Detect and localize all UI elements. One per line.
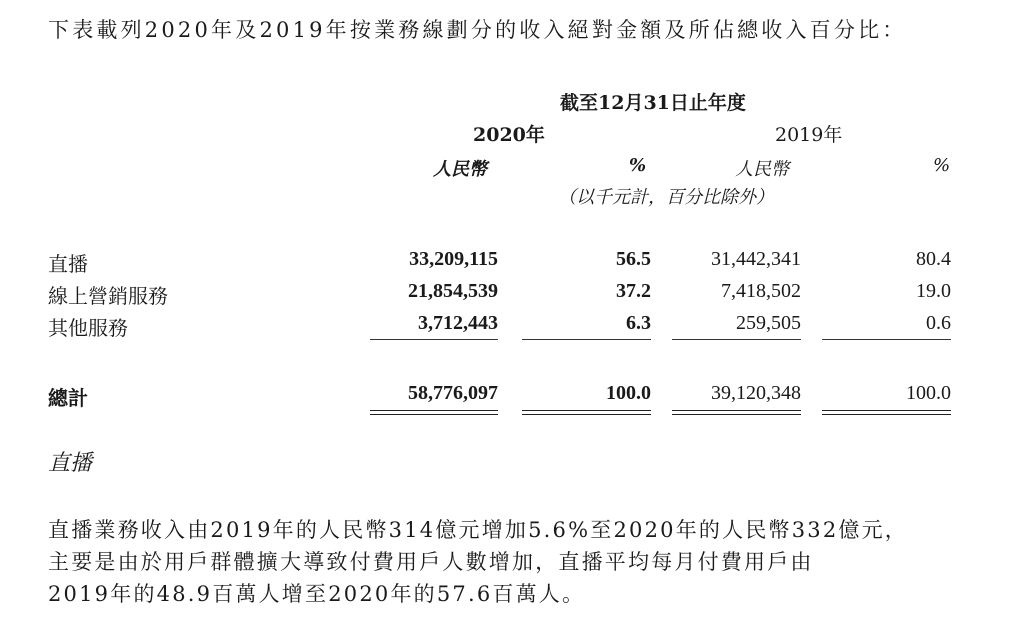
row-label: 其他服務 xyxy=(48,316,128,340)
row-value-2019: 31,442,341 xyxy=(711,248,801,270)
total-double-rule xyxy=(822,410,951,415)
paragraph-line: 主要是由於用戶群體擴大導致付費用戶人數增加，直播平均每月付費用戶由 xyxy=(48,550,814,574)
row-percent-2019: 19.0 xyxy=(916,280,951,302)
row-label: 直播 xyxy=(48,252,88,276)
row-value-2019: 259,505 xyxy=(736,312,801,334)
unit-note: （以千元計，百分比除外） xyxy=(558,187,774,208)
total-percent-2020: 100.0 xyxy=(606,382,651,404)
total-label: 總計 xyxy=(48,386,88,410)
row-label: 線上營銷服務 xyxy=(48,284,168,308)
row-percent-2020: 56.5 xyxy=(616,248,651,270)
year-2020-header: 2020年 xyxy=(473,124,545,146)
row-percent-2020: 6.3 xyxy=(626,312,651,334)
section-title: 直播 xyxy=(48,451,93,476)
subtotal-rule xyxy=(370,339,498,340)
total-double-rule xyxy=(522,410,651,415)
total-value-2019: 39,120,348 xyxy=(711,382,801,404)
row-value-2020: 33,209,115 xyxy=(409,248,498,270)
percent-2019-header: % xyxy=(933,155,951,176)
percent-2020-header: % xyxy=(629,155,647,176)
row-percent-2019: 80.4 xyxy=(916,248,951,270)
row-value-2020: 3,712,443 xyxy=(418,312,498,334)
total-value-2020: 58,776,097 xyxy=(408,382,498,404)
total-percent-2019: 100.0 xyxy=(906,382,951,404)
row-value-2020: 21,854,539 xyxy=(408,280,498,302)
year-2019-header: 2019年 xyxy=(775,124,843,146)
period-header: 截至12月31日止年度 xyxy=(560,92,746,114)
total-double-rule xyxy=(370,410,498,415)
intro-text: 下表載列2020年及2019年按業務線劃分的收入絕對金額及所佔總收入百分比： xyxy=(48,18,907,42)
currency-2019-header: 人民幣 xyxy=(735,159,789,180)
row-percent-2019: 0.6 xyxy=(926,312,951,334)
paragraph-line: 直播業務收入由2019年的人民幣314億元增加5.6%至2020年的人民幣332億元， xyxy=(48,518,909,542)
currency-2020-header: 人民幣 xyxy=(433,159,487,180)
subtotal-rule xyxy=(522,339,651,340)
subtotal-rule xyxy=(822,339,951,340)
paragraph-line: 2019年的48.9百萬人增至2020年的57.6百萬人。 xyxy=(48,582,586,606)
row-value-2019: 7,418,502 xyxy=(721,280,801,302)
row-percent-2020: 37.2 xyxy=(616,280,651,302)
subtotal-rule xyxy=(672,339,801,340)
total-double-rule xyxy=(672,410,801,415)
